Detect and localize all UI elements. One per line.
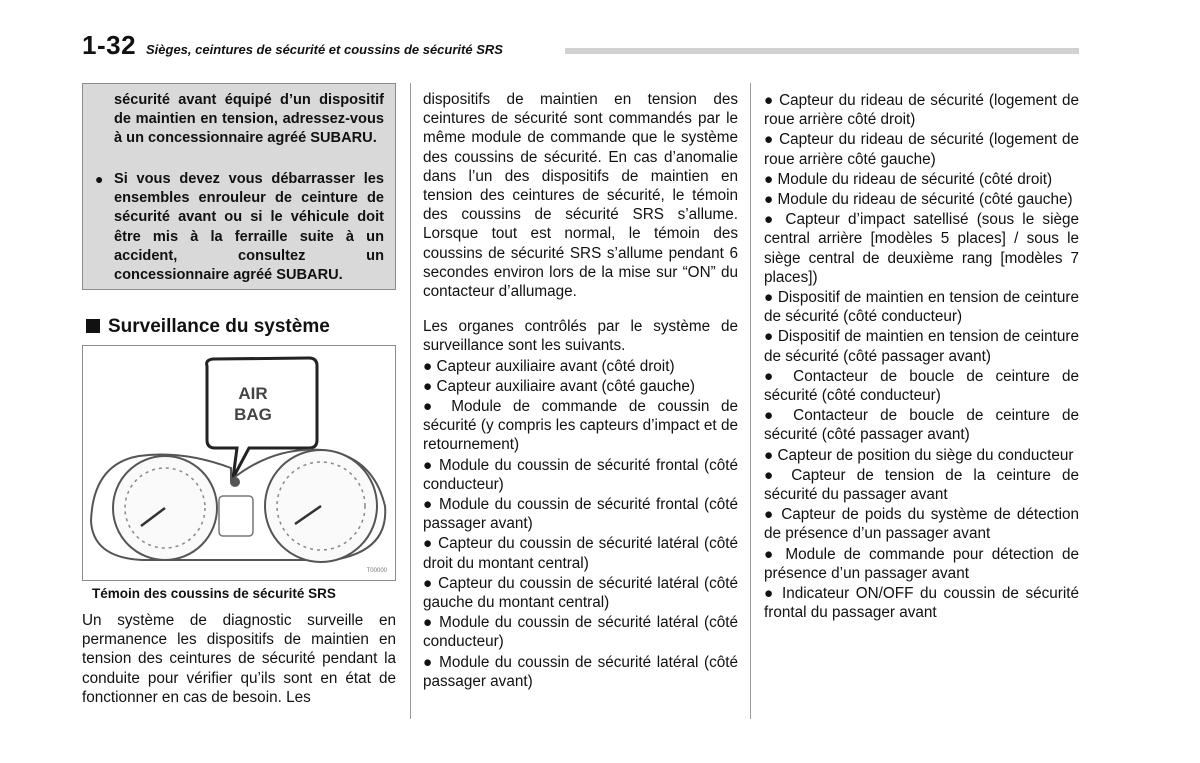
instrument-cluster-illustration xyxy=(83,346,395,580)
monitored-components-list-1 xyxy=(423,357,738,691)
list-item: ● Capteur de position du siège du conducteur xyxy=(764,446,1074,464)
list-item: ● Module du coussin de sécurité frontal (côté conducteur) xyxy=(423,456,738,493)
list-item: ● Module du rideau de sécurité (côté gauche) xyxy=(764,191,1073,209)
page-number: 1-32 xyxy=(82,30,137,60)
section-title: Surveillance du système xyxy=(108,316,330,337)
list-item: ● Module de commande pour détection de présence d’un passager avant xyxy=(764,545,1079,582)
list-item: ● Dispositif de maintien en tension de ceinture de sécurité (côté passager avant) xyxy=(764,328,1079,365)
list-item: ● Capteur de tension de la ceinture de sécurité du passager avant xyxy=(764,466,1079,504)
list-item: ● Capteur du coussin de sécurité latéral (côté gauche du montant central) xyxy=(423,574,738,612)
airbag-label-line1: AIR xyxy=(238,384,268,403)
list-item: ● Indicateur ON/OFF du coussin de sécurité frontal du passager avant xyxy=(764,585,1079,622)
airbag-warning-lamp-icon xyxy=(230,477,240,487)
list-item: ● Capteur du rideau de sécurité (logement de roue arrière côté droit) xyxy=(764,92,1079,129)
list-item: ● Capteur d’impact satellisé (sous le siège central arrière [modèles 5 places] / sous le siège central de deuxième rang [modèles 7 places]) xyxy=(764,211,1079,286)
airbag-label-line2: BAG xyxy=(234,405,272,424)
list-item: ● Capteur auxiliaire avant (côté droit) xyxy=(423,357,675,375)
list-item: ● Contacteur de boucle de ceinture de sécurité (côté conducteur) xyxy=(764,367,1079,405)
warning-text-2: Si vous devez vous débarrasser les ensembles enrouleur de ceinture de sécurité avant ou si le véhicule doit être mis à la ferraille suite à un accident, consultez un concessionnaire agréé SUBARU. xyxy=(114,171,384,284)
warning-text-1: sécurité avant équipé d’un dispositif de maintien en tension, adressez-vous à un concessionnaire agréé SUBARU. xyxy=(114,92,384,147)
section-heading xyxy=(86,316,330,338)
list-item: ● Module du rideau de sécurité (côté droit) xyxy=(764,170,1053,188)
figure-code: T00000 xyxy=(366,568,387,574)
col2-paragraph-1: dispositifs de maintien en tension des ceintures de sécurité sont commandés par le même module de commande que le système des coussins de sécurité. En cas d’anomalie dans l’un des dispositifs de maintien en tension des ceintures de sécurité, le témoin des coussins de sécurité SRS s’allume. Lorsque tout est normal, le témoin des coussins de sécurité SRS s’allume pendant 6 secondes environ lors de la mise sur “ON” du contacteur d’allumage. xyxy=(423,91,738,301)
column-divider-2 xyxy=(750,83,751,719)
section-marker-icon xyxy=(86,319,100,333)
header-rule xyxy=(565,48,1079,54)
col2-paragraph-2: Les organes contrôlés par le système de surveillance sont les suivants. xyxy=(423,318,738,355)
figure-caption: Témoin des coussins de sécurité SRS xyxy=(92,586,336,601)
center-display xyxy=(219,496,253,536)
list-item: ● Module du coussin de sécurité latéral (côté passager avant) xyxy=(423,653,738,690)
col1-paragraph: Un système de diagnostic surveille en permanence les dispositifs de maintien en tension des ceintures de sécurité pendant la conduite pour vérifier qu’ils sont en état de fonctionner en cas de besoin. Les xyxy=(82,612,396,706)
list-item: ● Module du coussin de sécurité latéral (côté conducteur) xyxy=(423,614,738,651)
running-title: Sièges, ceintures de sécurité et coussins de sécurité SRS xyxy=(146,42,503,57)
column-divider-1 xyxy=(410,83,411,719)
list-item: ● Capteur auxiliaire avant (côté gauche) xyxy=(423,377,695,395)
list-item: ● Contacteur de boucle de ceinture de sécurité (côté passager avant) xyxy=(764,407,1079,444)
list-item: ● Capteur de poids du système de détection de présence d’un passager avant xyxy=(764,506,1079,543)
column-3 xyxy=(764,90,1079,622)
column-2 xyxy=(423,90,738,691)
list-item: ● Dispositif de maintien en tension de ceinture de sécurité (côté conducteur) xyxy=(764,289,1079,326)
monitored-components-list-2 xyxy=(764,91,1079,622)
list-item: ● Capteur du coussin de sécurité latéral (côté droit du montant central) xyxy=(423,535,738,572)
list-item: ● Module du coussin de sécurité frontal (côté passager avant) xyxy=(423,496,738,533)
list-item: ● Capteur du rideau de sécurité (logement de roue arrière côté gauche) xyxy=(764,131,1079,168)
figure-instrument-cluster xyxy=(82,345,396,581)
list-item: ● Module de commande de coussin de sécurité (y compris les capteurs d’impact et de retournement) xyxy=(423,398,738,454)
warning-bullet: ● xyxy=(95,171,104,187)
